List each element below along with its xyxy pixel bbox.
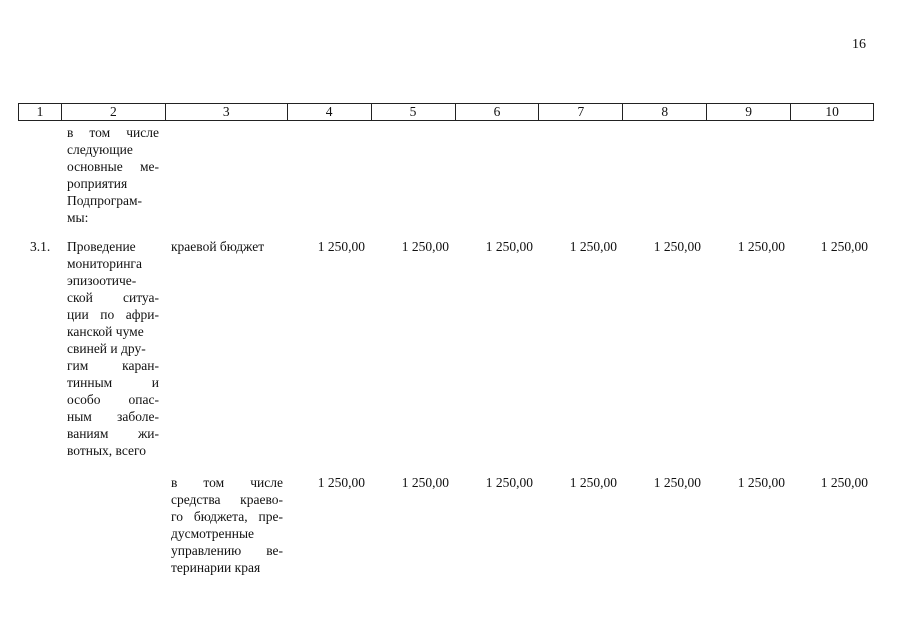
description-line: эпизоотиче-	[67, 273, 137, 288]
source-line: управлению ве-	[171, 543, 283, 558]
intro-line: следующие	[67, 142, 133, 157]
subrow-source	[171, 474, 283, 576]
subrow-value-col7: 1 250,00	[569, 475, 617, 490]
row-3-1-value-col6: 1 250,00	[485, 239, 533, 254]
source-line: дусмотренные	[171, 526, 255, 541]
row-3-1-source: краевой бюджет	[171, 239, 265, 254]
description-line: гим каран-	[67, 358, 159, 373]
description-line: особо опас-	[67, 392, 159, 407]
subrow-value-col6: 1 250,00	[485, 475, 533, 490]
subrow-value-col4: 1 250,00	[317, 475, 365, 490]
row-3-1-value-col5: 1 250,00	[401, 239, 449, 254]
intro-line: роприятия	[67, 176, 128, 191]
row-3-1-value-col10: 1 250,00	[820, 239, 868, 254]
intro-line: Подпрограм-	[67, 193, 143, 208]
header-cell-10: 10	[791, 104, 874, 120]
row-3-1-value-col8: 1 250,00	[653, 239, 701, 254]
page-number: 16	[852, 37, 866, 52]
subrow-value-col5: 1 250,00	[401, 475, 449, 490]
subrow-value-col8: 1 250,00	[653, 475, 701, 490]
subrow-value-col10: 1 250,00	[820, 475, 868, 490]
description-line: канской чуме	[67, 324, 144, 339]
header-cell-2: 2	[62, 104, 166, 120]
header-cell-5: 5	[372, 104, 456, 120]
description-line: тинным и	[67, 375, 159, 390]
description-line: свиней и дру-	[67, 341, 146, 356]
row-number-3-1: 3.1.	[30, 239, 51, 254]
header-cell-4: 4	[288, 104, 372, 120]
description-line: мониторинга	[67, 256, 142, 271]
description-line: ным заболе-	[67, 409, 159, 424]
subrow-value-col9: 1 250,00	[737, 475, 785, 490]
header-cell-3: 3	[166, 104, 288, 120]
description-line: Проведение	[67, 239, 136, 254]
intro-line: в том числе	[67, 125, 159, 140]
header-cell-8: 8	[623, 104, 707, 120]
description-line: ваниям жи-	[67, 426, 159, 441]
source-line: средства краево-	[171, 492, 283, 507]
header-cell-7: 7	[539, 104, 623, 120]
description-line: ской ситуа-	[67, 290, 159, 305]
description-line: вотных, всего	[67, 443, 146, 458]
source-line: в том числе	[171, 475, 283, 490]
row-3-1-value-col9: 1 250,00	[737, 239, 785, 254]
row-3-1-value-col7: 1 250,00	[569, 239, 617, 254]
intro-line: основные ме-	[67, 159, 159, 174]
header-cell-9: 9	[707, 104, 791, 120]
header-cell-1: 1	[19, 104, 62, 120]
source-line: го бюджета, пре-	[171, 509, 283, 524]
table-header-row	[18, 103, 874, 121]
intro-line: мы:	[67, 210, 89, 225]
description-line: ции по афри-	[67, 307, 159, 322]
row-3-1-value-col4: 1 250,00	[317, 239, 365, 254]
header-cell-6: 6	[456, 104, 540, 120]
source-line: теринарии края	[171, 560, 261, 575]
row-3-1-description	[67, 238, 159, 459]
intro-row-description	[67, 124, 159, 226]
